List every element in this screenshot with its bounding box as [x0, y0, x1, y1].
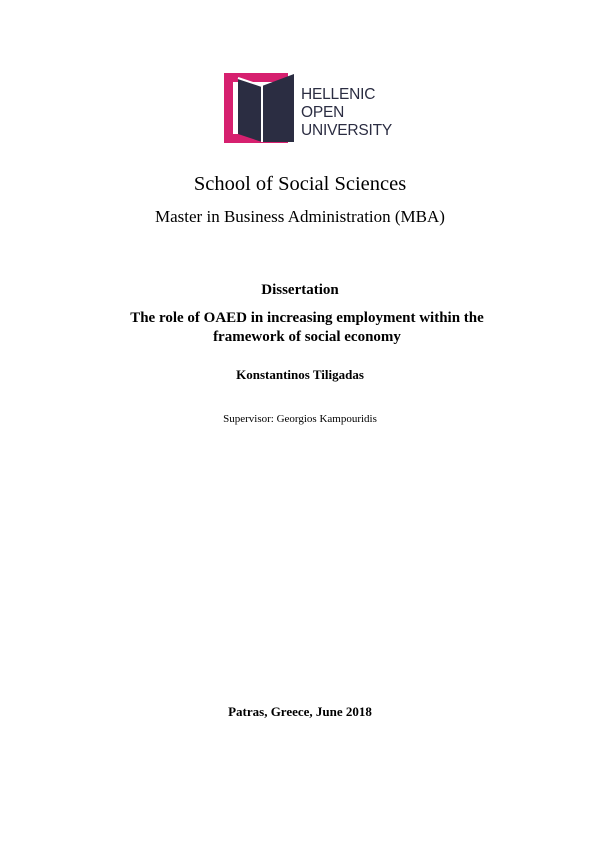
hellenic-open-university-logo — [224, 70, 394, 146]
logo-line-hellenic: HELLENIC — [301, 86, 376, 103]
title-line-2: framework of social economy — [213, 329, 401, 345]
logo-line-open: OPEN — [301, 104, 345, 121]
logo-line-university: UNIVERSITY — [301, 122, 393, 139]
school-name: School of Social Sciences — [193, 173, 407, 195]
supervisor-line: Supervisor: Georgios Kampouridis — [223, 413, 377, 425]
place-and-date: Patras, Greece, June 2018 — [228, 704, 372, 719]
logo-wordmark — [301, 86, 392, 140]
title-line-1: The role of OAED in increasing employment within the — [130, 310, 484, 326]
dissertation-title — [100, 309, 514, 347]
author-name: Konstantinos Tiligadas — [236, 367, 364, 382]
university-emblem-icon — [224, 70, 300, 146]
program-name: Master in Business Administration (MBA) — [155, 207, 445, 226]
document-type: Dissertation — [261, 282, 339, 298]
